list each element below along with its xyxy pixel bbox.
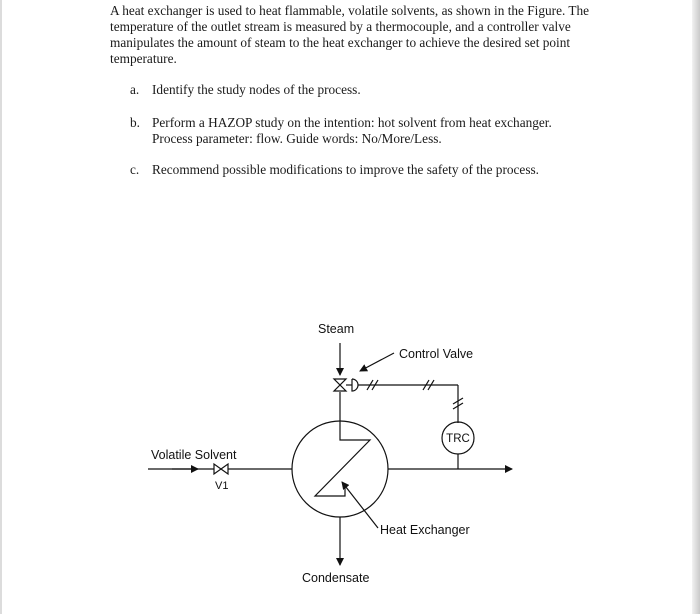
control-valve-pointer (360, 353, 394, 371)
question-a-label: a. (130, 82, 140, 97)
steam-coil (315, 422, 370, 496)
heat-exchanger-label: Heat Exchanger (380, 523, 470, 537)
valve-actuator (352, 379, 358, 391)
valve-v1-body (214, 464, 228, 474)
steam-label: Steam (318, 322, 355, 336)
question-c-text: Recommend possible modifications to improve the safety of the process. (152, 162, 539, 177)
condensate-label: Condensate (302, 571, 370, 585)
question-b-text-line2: Process parameter: flow. Guide words: No/More/Less. (152, 131, 442, 146)
problem-intro: A heat exchanger is used to heat flammable, volatile solvents, as shown in the Figure. The temperature of the outlet stream is measured by a thermocouple, and a controller valve manipulates the amount of steam to the heat exchanger to achieve the desired set point temperature. (110, 3, 590, 66)
question-a-text: Identify the study nodes of the process. (152, 82, 361, 97)
question-b-text-line1: Perform a HAZOP study on the intention: hot solvent from heat exchanger. (152, 115, 552, 130)
trc-label: TRC (446, 433, 470, 445)
v1-label: V1 (215, 480, 229, 492)
question-c-label: c. (130, 162, 140, 177)
control-valve-body (334, 379, 346, 391)
volatile-solvent-label: Volatile Solvent (151, 448, 237, 462)
question-b-label: b. (130, 115, 140, 130)
control-valve-label: Control Valve (399, 347, 474, 361)
